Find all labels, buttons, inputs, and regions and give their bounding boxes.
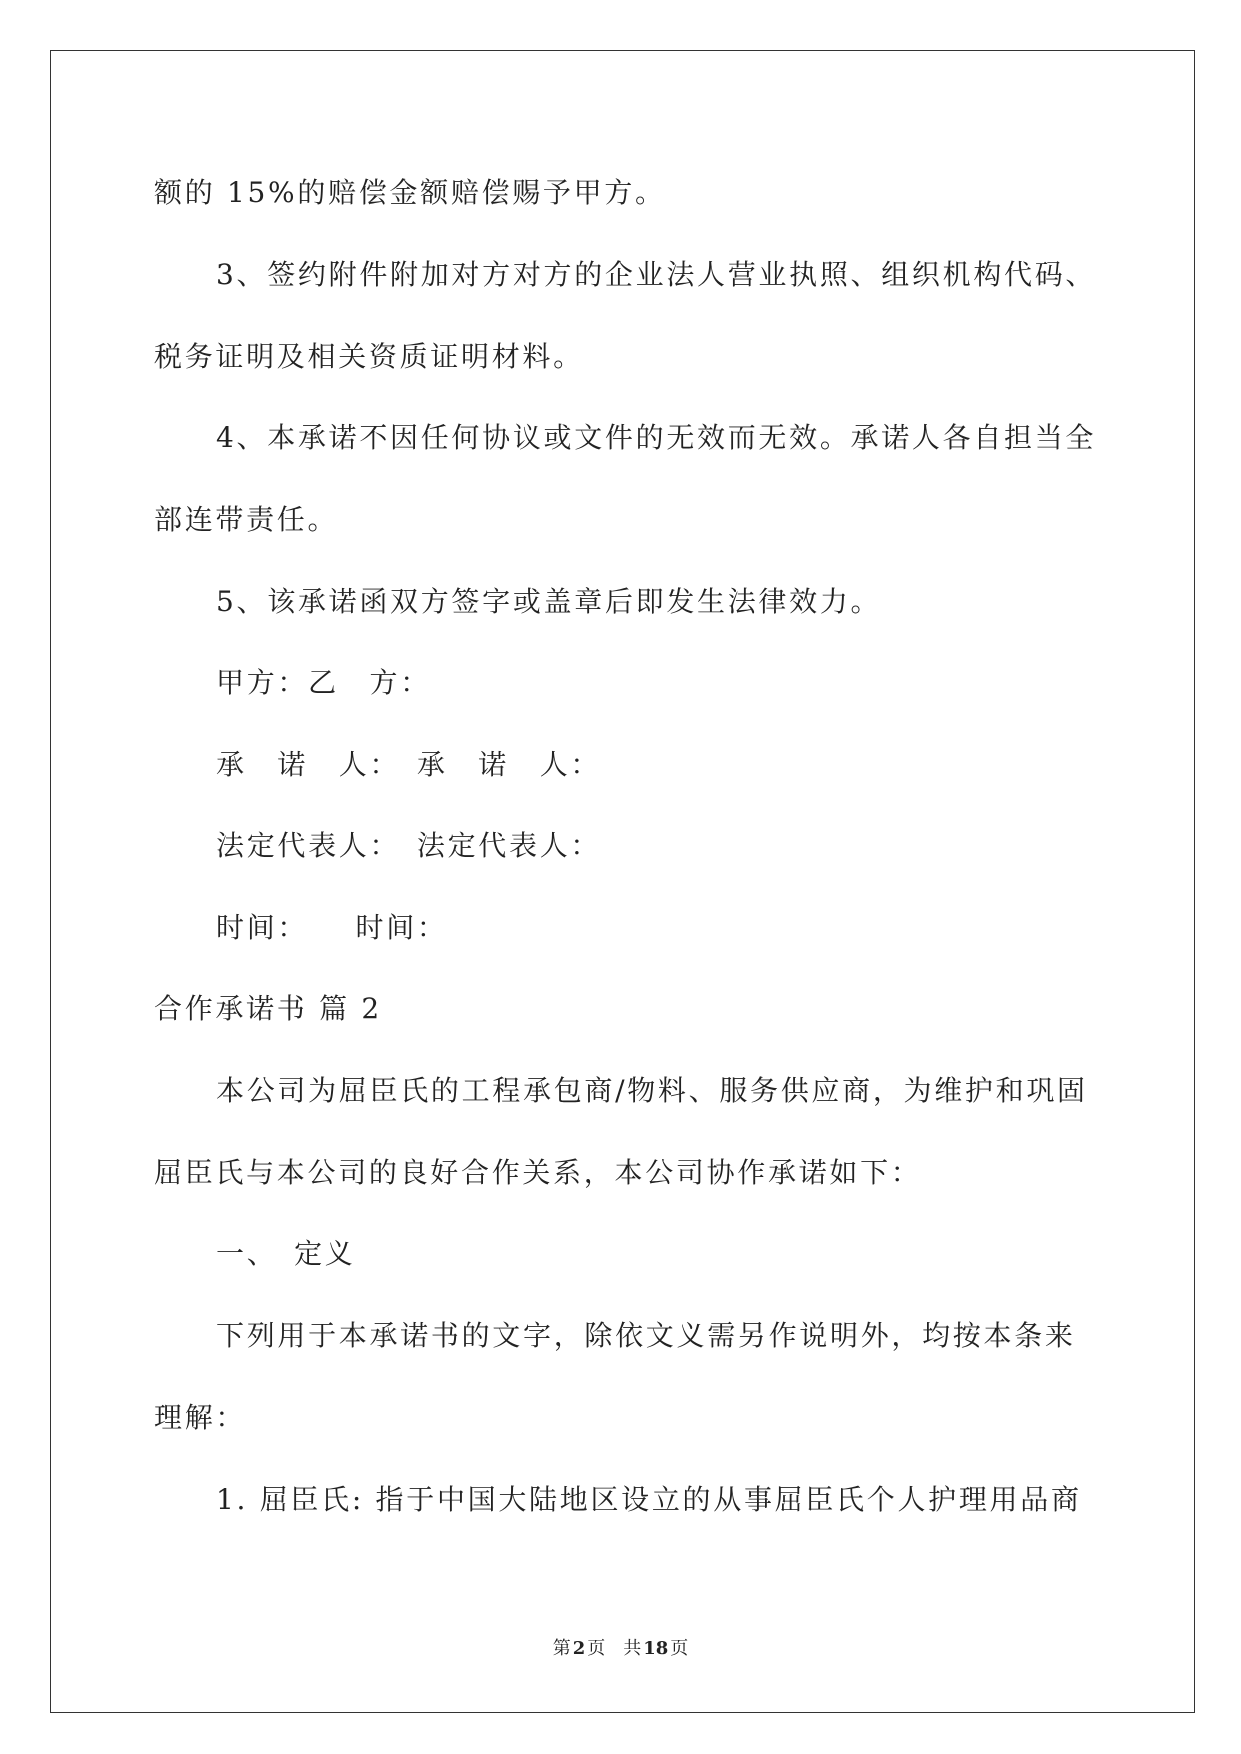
paragraph-line: 3、签约附件附加对方对方的企业法人营业执照、组织机构代码、 <box>216 258 1097 291</box>
footer-total-pages: 18 <box>643 1638 669 1659</box>
paragraph-line: 本公司为屈臣氏的工程承包商/物料、服务供应商，为维护和巩固 <box>216 1074 1088 1107</box>
paragraph-line: 额的 15%的赔偿金额赔偿赐予甲方。 <box>154 176 666 209</box>
paragraph-line: 4、本承诺不因任何协议或文件的无效而无效。承诺人各自担当全 <box>216 421 1097 454</box>
signature-date-line: 时间： 时间： <box>216 911 448 944</box>
section-heading: 合作承诺书 篇 2 <box>154 992 382 1025</box>
page-footer <box>0 1637 1241 1661</box>
signature-representative-line: 法定代表人： 法定代表人： <box>216 829 602 862</box>
footer-page-suffix: 页 <box>587 1638 606 1659</box>
footer-total-prefix: 共 <box>623 1638 642 1659</box>
paragraph-line: 屈臣氏与本公司的良好合作关系，本公司协作承诺如下： <box>154 1156 922 1189</box>
signature-promisor-line: 承 诺 人： 承 诺 人： <box>216 748 602 781</box>
page-border <box>50 50 1195 1713</box>
footer-total-suffix: 页 <box>670 1638 689 1659</box>
clause-heading: 一、 定义 <box>216 1237 356 1270</box>
signature-party-line: 甲方：乙 方： <box>216 666 431 699</box>
paragraph-line: 税务证明及相关资质证明材料。 <box>154 340 584 373</box>
paragraph-line: 下列用于本承诺书的文字，除依文义需另作说明外，均按本条来 <box>216 1319 1076 1352</box>
paragraph-line: 理解： <box>154 1401 247 1434</box>
footer-page-number: 2 <box>572 1638 586 1659</box>
paragraph-line: 5、该承诺函双方签字或盖章后即发生法律效力。 <box>216 585 882 618</box>
paragraph-line: 1. 屈臣氏: 指于中国大陆地区设立的从事屈臣氏个人护理用品商 <box>216 1483 1082 1516</box>
paragraph-line: 部连带责任。 <box>154 503 339 536</box>
footer-page-prefix: 第 <box>552 1638 571 1659</box>
